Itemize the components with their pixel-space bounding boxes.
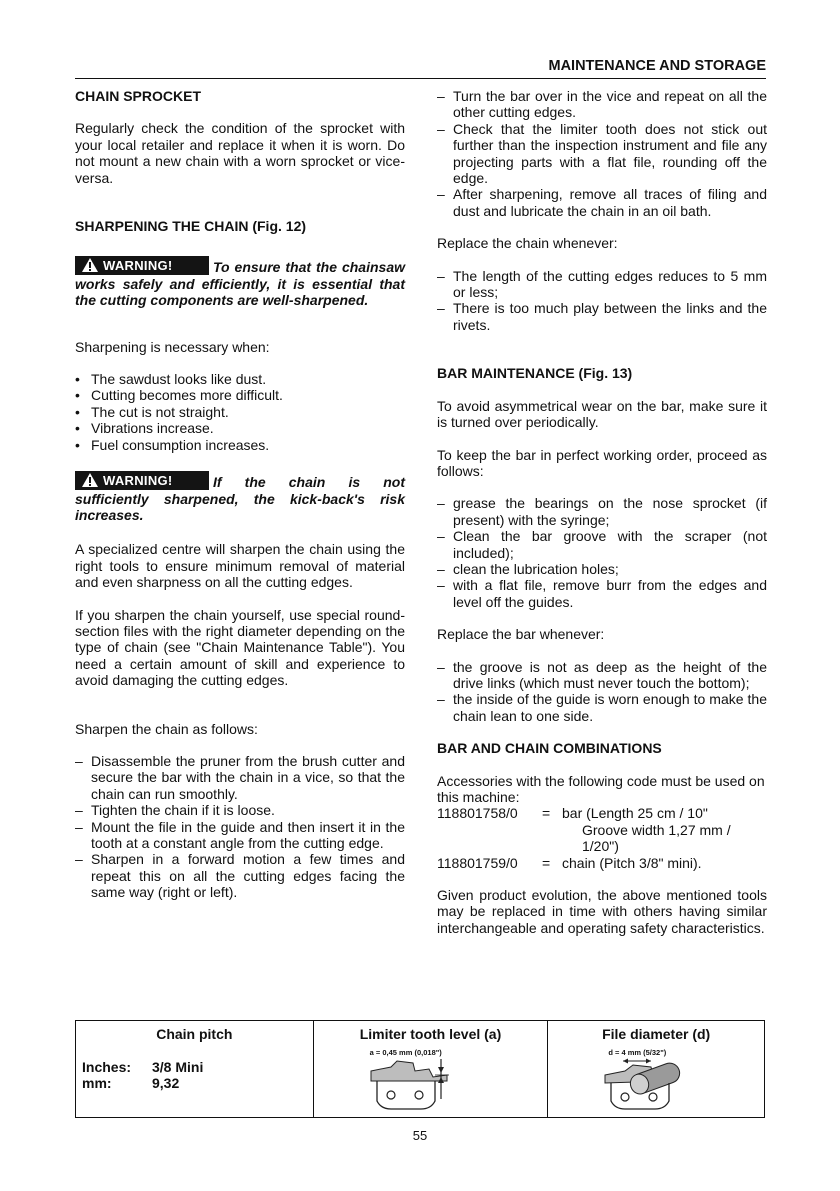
warning-label: WARNING!	[103, 258, 173, 274]
bar-maintenance-list	[437, 495, 767, 610]
limiter-tooth-cell	[314, 1021, 549, 1117]
list-item: – Sharpen in a forward motion a few times and repeat this on all the cutting edges facing the same way (right or left).	[75, 851, 405, 900]
sharpening-necessary-intro: Sharpening is necessary when:	[75, 338, 270, 355]
list-item: • Fuel consumption increases.	[75, 437, 405, 453]
warning-text: To ensure that the chainsaw works safely and efficiently, it is essential that the cutting components are well-sharpened.	[75, 259, 405, 309]
table-row	[437, 822, 767, 855]
replace-bar-intro: Replace the bar whenever:	[437, 626, 605, 643]
warning-badge	[75, 256, 209, 275]
list-item: – Tighten the chain if it is loose.	[75, 802, 405, 818]
sharpen-yourself-text: If you sharpen the chain yourself, use special round-section files with the right diameter depending on the type of chain (see "Chain Maintenance Table"). You need a certain amount of skill and experience to avoid damaging the cutting edges.	[75, 606, 405, 689]
list-item: • The cut is not straight.	[75, 404, 405, 420]
bar-maintenance-text-2: To keep the bar in perfect working order, proceed as follows:	[437, 446, 767, 479]
sharpen-steps-intro: Sharpen the chain as follows:	[75, 720, 258, 737]
warning-badge	[75, 471, 209, 490]
chain-pitch-cell	[76, 1021, 314, 1117]
file-diameter-value: d = 4 mm (5/32")	[608, 1048, 667, 1057]
table-row	[437, 805, 767, 821]
file-diameter-title: File diameter (d)	[602, 1026, 711, 1042]
mm-row	[82, 1075, 179, 1091]
combo-desc: Groove width 1,27 mm / 1/20")	[582, 821, 731, 855]
warning-block-2	[75, 471, 405, 523]
file-diameter-cell	[548, 1021, 764, 1117]
sharpening-necessary-list	[75, 371, 405, 453]
page-number: 55	[412, 1128, 428, 1143]
list-item: – with a flat file, remove burr from the edges and level off the guides.	[437, 577, 767, 610]
list-item: – Disassemble the pruner from the brush cutter and secure the bar with the chain in a vice, so that the chain can run smoothly.	[75, 753, 405, 802]
combo-desc: bar (Length 25 cm / 10"	[562, 805, 708, 822]
warning-block-1	[75, 256, 405, 308]
right-column	[437, 88, 767, 936]
chain-pitch-title: Chain pitch	[156, 1026, 233, 1042]
sharpen-steps-continued	[437, 88, 767, 219]
list-item: – The length of the cutting edges reduces to 5 mm or less;	[437, 268, 767, 301]
limiter-tooth-diagram	[369, 1057, 469, 1113]
combo-eq: =	[542, 854, 551, 871]
limiter-tooth-value: a = 0,45 mm (0,018")	[369, 1048, 442, 1057]
bar-maintenance-heading: BAR MAINTENANCE (Fig. 13)	[437, 365, 633, 382]
replace-chain-list	[437, 268, 767, 334]
list-item: • Vibrations increase.	[75, 420, 405, 436]
chain-sprocket-heading: CHAIN SPROCKET	[75, 88, 202, 104]
mm-value: 9,32	[152, 1075, 180, 1091]
replace-chain-intro: Replace the chain whenever:	[437, 235, 618, 252]
replace-bar-list	[437, 659, 767, 725]
combo-code: 118801758/0	[437, 805, 518, 822]
warning-label: WARNING!	[103, 473, 173, 489]
list-item: – After sharpening, remove all traces of filing and dust and lubricate the chain in an oil bath.	[437, 186, 767, 219]
list-item: – clean the lubrication holes;	[437, 561, 767, 577]
combo-eq	[542, 822, 562, 855]
list-item: – the groove is not as deep as the height of the drive links (which must never touch the bottom);	[437, 659, 767, 692]
chain-sprocket-text: Regularly check the condition of the sprocket with your local retailer and replace it when it is worn. Do not mount a new chain with a worn sprocket or vice-versa.	[75, 120, 405, 186]
specialized-centre-text: A specialized centre will sharpen the chain using the right tools to ensure minimum removal of material and even sharpness on all the cutting edges.	[75, 541, 405, 591]
sharpen-steps-list	[75, 753, 405, 901]
warning-triangle-icon	[81, 472, 99, 488]
inches-value: 3/8 Mini	[152, 1059, 204, 1075]
warning-triangle-icon	[81, 257, 99, 273]
list-item: – Turn the bar over in the vice and repeat on all the other cutting edges.	[437, 88, 767, 121]
combinations-table	[437, 805, 767, 871]
list-item: – grease the bearings on the nose sprocket (if present) with the syringe;	[437, 495, 767, 528]
file-diameter-diagram	[603, 1057, 703, 1113]
limiter-tooth-title: Limiter tooth level (a)	[359, 1026, 502, 1042]
list-item: • The sawdust looks like dust.	[75, 371, 405, 387]
list-item: • Cutting becomes more difficult.	[75, 387, 405, 403]
sharpening-heading: SHARPENING THE CHAIN (Fig. 12)	[75, 218, 307, 235]
list-item: – Clean the bar groove with the scraper (not included);	[437, 528, 767, 561]
page-header	[75, 58, 766, 79]
inches-row	[82, 1059, 203, 1075]
table-row	[437, 855, 767, 871]
combo-desc: chain (Pitch 3/8" mini).	[562, 854, 702, 871]
combo-eq: =	[542, 805, 551, 822]
bar-maintenance-text-1: To avoid asymmetrical wear on the bar, make sure it is turned over periodically.	[437, 397, 767, 431]
bar-chain-combinations-heading: BAR AND CHAIN COMBINATIONS	[437, 740, 662, 757]
list-item: – Check that the limiter tooth does not stick out further than the inspection instrument and file any projecting parts with a flat file, rounding off the edge.	[437, 121, 767, 187]
inches-label: Inches:	[82, 1059, 132, 1075]
list-item: – There is too much play between the links and the rivets.	[437, 300, 767, 333]
list-item: – Mount the file in the guide and then insert it in the tooth at a constant angle from the cutting edge.	[75, 819, 405, 852]
product-evolution-text: Given product evolution, the above mentioned tools may be replaced in time with others having similar interchangeable and operating safety characteristics.	[437, 887, 767, 936]
mm-label: mm:	[82, 1075, 112, 1091]
page-header-title: MAINTENANCE AND STORAGE	[548, 58, 766, 74]
combo-code	[437, 822, 542, 855]
warning-text: If the chain is not sufficiently sharpened, the kick-back's risk increases.	[75, 474, 405, 523]
combo-code: 118801759/0	[437, 854, 518, 871]
chain-maintenance-table	[75, 1020, 765, 1118]
left-column	[75, 88, 405, 901]
list-item: – the inside of the guide is worn enough to make the chain lean to one side.	[437, 691, 767, 724]
combinations-intro: Accessories with the following code must be used on this machine:	[437, 772, 765, 805]
